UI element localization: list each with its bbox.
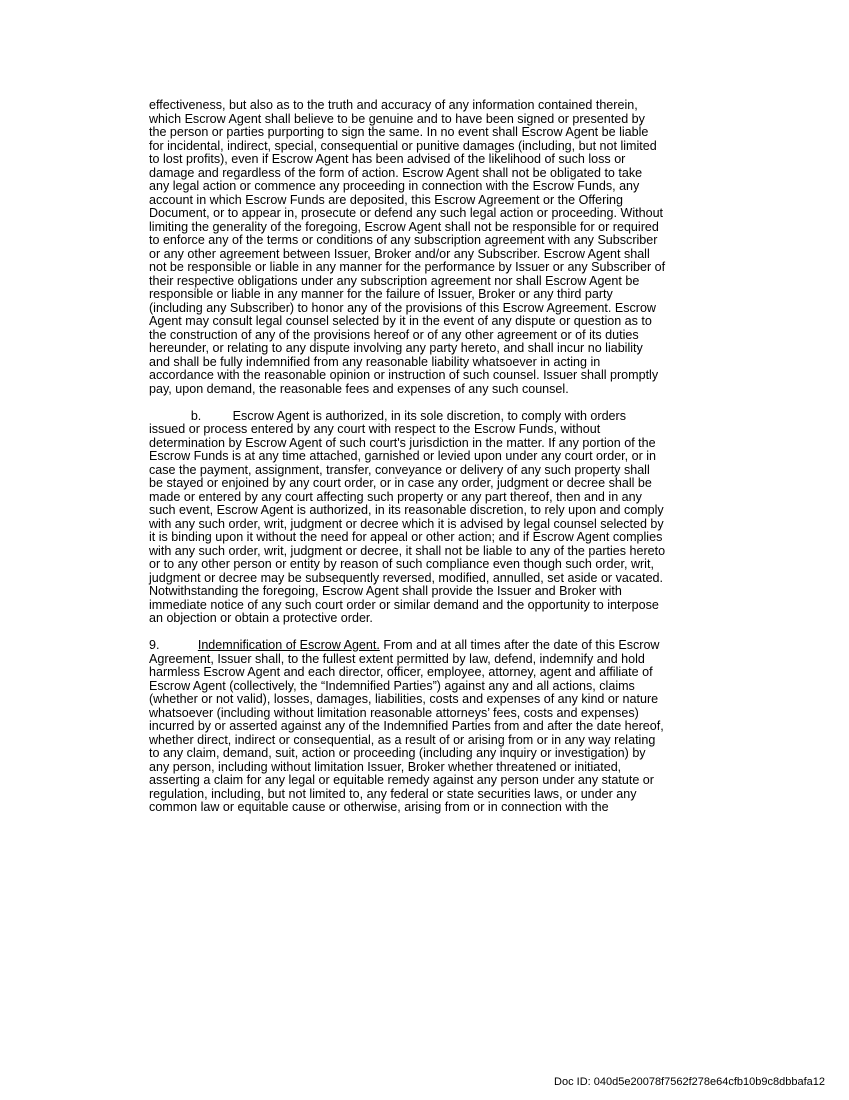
text-fragment: From and at all times after the date of this Escrow <box>379 638 660 652</box>
section-number: 9. <box>149 638 160 652</box>
text-line: Agent may consult legal counsel selected by it in the event of any dispute or question as to <box>149 314 652 328</box>
paragraph-b <box>149 410 759 626</box>
text-line: their respective obligations under any subscription agreement nor shall Escrow Agent be <box>149 273 640 288</box>
text-line: an objection or obtain a protective order. <box>149 611 373 625</box>
text-line: any legal action or commence any proceeding in connection with the Escrow Funds, any <box>149 179 640 193</box>
text-line: such event, Escrow Agent is authorized, in its reasonable discretion, to rely upon and comply <box>149 503 664 517</box>
text-line: judgment or decree may be subsequently reversed, modified, annulled, set aside or vacated. <box>149 570 664 585</box>
paragraph-spacer <box>149 396 759 410</box>
text-line: (whether or not valid), losses, damages, liabilities, costs and expenses of any kind or nature <box>149 692 659 706</box>
text-line: made or entered by any court affecting such property or any part thereof, then and in any <box>149 489 642 504</box>
text-line: responsible or liable in any manner for the failure of Issuer, Broker or any third party <box>149 287 613 301</box>
text-line: with any such order, writ, judgment or decree which it is advised by legal counsel selected by <box>149 516 664 531</box>
text-line: hereunder, or relating to any dispute involving any party hereto, and shall incur no liability <box>149 341 643 355</box>
text-line: (including any Subscriber) to honor any of the provisions of this Escrow Agreement. Escrow <box>149 300 656 315</box>
text-line: which Escrow Agent shall believe to be genuine and to have been signed or presented by <box>149 111 645 126</box>
text-line: account in which Escrow Funds are deposited, this Escrow Agreement or the Offering <box>149 192 624 207</box>
text-line: any person, including without limitation Issuer, Broker whether threatened or initiated, <box>149 759 622 774</box>
text-line: whether direct, indirect or consequential, as a result of or arising from or in any way relating <box>149 732 656 747</box>
text-line: determination by Escrow Agent of such court's jurisdiction in the matter. If any portion of the <box>149 435 656 450</box>
text-line: Agreement, Issuer shall, to the fullest extent permitted by law, defend, indemnify and hold <box>149 651 645 666</box>
text-line: issued or process entered by any court with respect to the Escrow Funds, without <box>149 422 601 436</box>
document-body <box>149 99 759 815</box>
text-line: to enforce any of the terms or conditions of any subscription agreement with any Subscriber <box>149 233 658 247</box>
text-line: Escrow Funds is at any time attached, garnished or levied upon under any court order, or in <box>149 449 657 463</box>
text-line: effectiveness, but also as to the truth and accuracy of any information contained therein, <box>149 98 638 112</box>
paragraph-a-continued <box>149 99 759 396</box>
text-line: harmless Escrow Agent and each director, officer, employee, attorney, agent and affiliate of <box>149 665 653 679</box>
text-line: not be responsible or liable in any manner for the performance by Issuer or any Subscriber of <box>149 260 666 274</box>
text-line: damage and regardless of the form of action. Escrow Agent shall not be obligated to take <box>149 165 643 180</box>
text-line: b. Escrow Agent is authorized, in its sole discretion, to comply with orders <box>149 408 626 423</box>
doc-id-footer: Doc ID: 040d5e20078f7562f278e64cfb10b9c8dbbafa12 <box>554 1076 825 1088</box>
text-line: or any other agreement between Issuer, Broker and/or any Subscriber. Escrow Agent shall <box>149 246 650 261</box>
text-line: for incidental, indirect, special, consequential or punitive damages (including, but not limited <box>149 138 657 153</box>
text-line: Notwithstanding the foregoing, Escrow Agent shall provide the Issuer and Broker with <box>149 584 622 598</box>
section-9-first-line <box>149 639 759 653</box>
text-line: common law or equitable cause or otherwise, arising from or in connection with the <box>149 800 609 814</box>
text-line: the person or parties purporting to sign the same. In no event shall Escrow Agent be liable <box>149 125 649 139</box>
text-line: and shall be fully indemnified from any reasonable liability whatsoever in acting in <box>149 354 601 369</box>
text-line: incurred by or asserted against any of the Indemnified Parties from and after the date hereof, <box>149 719 664 733</box>
section-heading: Indemnification of Escrow Agent. <box>197 638 380 652</box>
text-line: pay, upon demand, the reasonable fees and expenses of any such counsel. <box>149 381 569 396</box>
section-9-indemnification <box>149 639 759 815</box>
text-line: be stayed or enjoined by any court order, or in case any order, judgment or decree shall be <box>149 476 652 490</box>
text-line: Escrow Agent (collectively, the “Indemnified Parties”) against any and all actions, claims <box>149 678 635 693</box>
text-line: or to any other person or entity by reason of such compliance even though such order, writ, <box>149 557 654 571</box>
text-line: regulation, including, but not limited to, any federal or state securities laws, or under any <box>149 786 637 801</box>
text-line: with any such order, writ, judgment or decree, it shall not be liable to any of the parties hereto <box>149 543 666 558</box>
text-line: Document, or to appear in, prosecute or defend any such legal action or proceeding. Without <box>149 206 664 220</box>
text-line: accordance with the reasonable opinion or instruction of such counsel. Issuer shall promptly <box>149 368 659 382</box>
text-line: to any claim, demand, suit, action or proceeding (including any inquiry or investigation) by <box>149 746 646 760</box>
paragraph-spacer <box>149 626 759 640</box>
text-line: whatsoever (including without limitation reasonable attorneys’ fees, costs and expenses) <box>149 705 639 720</box>
text-line: asserting a claim for any legal or equitable remedy against any person under any statute or <box>149 773 654 787</box>
text-line: it is binding upon it without the need for appeal or other action; and if Escrow Agent complies <box>149 530 663 544</box>
text-line: case the payment, assignment, transfer, conveyance or delivery of any such property shall <box>149 462 650 477</box>
text-line: to lost profits), even if Escrow Agent has been advised of the likelihood of such loss or <box>149 152 626 166</box>
text-line: limiting the generality of the foregoing, Escrow Agent shall not be responsible for or required <box>149 219 659 234</box>
text-line: the construction of any of the provisions hereof or of any other agreement or of its duties <box>149 327 639 342</box>
text-line: immediate notice of any such court order or similar demand and the opportunity to interpose <box>149 597 659 612</box>
